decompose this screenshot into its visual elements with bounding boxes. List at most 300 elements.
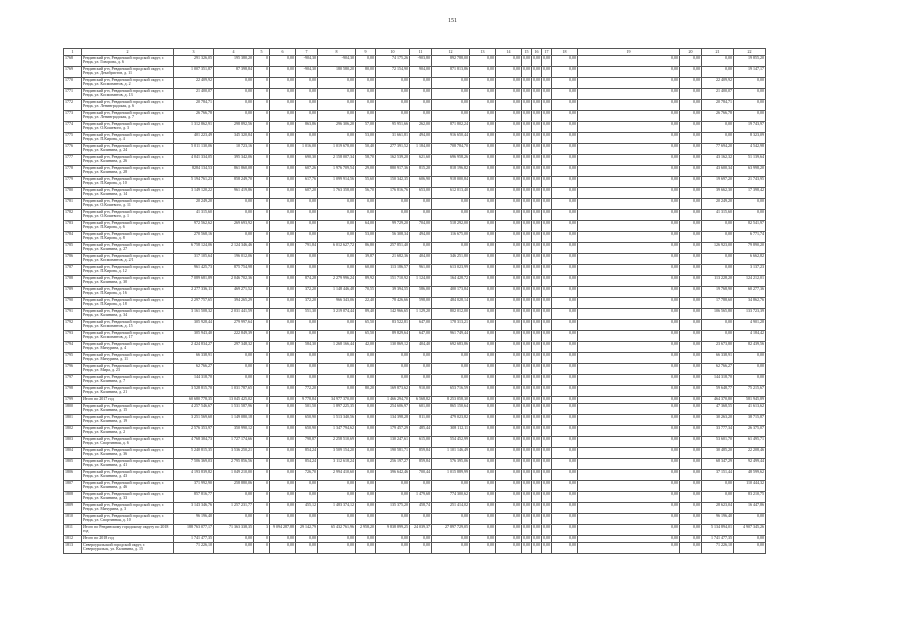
value-cell: 966 343,06 — [318, 298, 356, 309]
value-cell: 0,00 — [410, 199, 432, 210]
value-cell: 0,00 — [296, 254, 318, 265]
value-cell: 0,00 — [522, 144, 532, 155]
value-cell: 0,00 — [542, 309, 552, 320]
row-number-cell: 1803 — [64, 437, 82, 448]
value-cell: 0,00 — [496, 221, 522, 232]
value-cell: 0,00 — [318, 481, 356, 492]
value-cell: 144 318,70 — [702, 375, 734, 386]
value-cell: 0,00 — [496, 437, 522, 448]
value-cell: 1 019 678,00 — [318, 144, 356, 155]
table-row — [64, 514, 766, 525]
value-cell: 774 300,62 — [432, 492, 470, 503]
value-cell: 858 249,70 — [214, 177, 254, 188]
value-cell: 0,00 — [552, 210, 578, 221]
value-cell: 0,00 — [680, 111, 702, 122]
value-cell: 0,00 — [470, 177, 496, 188]
value-cell: 0,00 — [578, 276, 680, 287]
value-cell: 0,00 — [578, 459, 680, 470]
value-cell: 0,00 — [680, 254, 702, 265]
row-number-cell: 1799 — [64, 397, 82, 404]
value-cell: 0,00 — [376, 353, 410, 364]
value-cell: 17 788,60 — [702, 298, 734, 309]
value-cell: 0,00 — [410, 481, 432, 492]
value-cell: 0,00 — [270, 100, 296, 111]
value-cell: 0,00 — [470, 122, 496, 133]
value-cell: 0,00 — [432, 243, 470, 254]
value-cell: 0,00 — [532, 89, 542, 100]
value-cell: 1 312 862,91 — [174, 122, 214, 133]
table-row — [64, 481, 766, 492]
value-cell: 0 — [254, 276, 270, 287]
row-number-cell: 1808 — [64, 492, 82, 503]
value-cell: 0,00 — [296, 375, 318, 386]
address-cell: Североуральский городской округ, г. Североуральск, ул. Калинина, д. 15 — [82, 543, 174, 554]
value-cell: 0,00 — [470, 111, 496, 122]
value-cell: 0,00 — [270, 243, 296, 254]
value-cell: 0,00 — [470, 353, 496, 364]
value-cell: 59 648,77 — [702, 386, 734, 397]
value-cell: 0,00 — [734, 111, 766, 122]
value-cell: 961,00 — [410, 265, 432, 276]
value-cell: 815,20 — [410, 166, 432, 177]
value-cell: 0,00 — [270, 133, 296, 144]
value-cell: 0,00 — [376, 111, 410, 122]
value-cell: 0,00 — [532, 448, 542, 459]
value-cell: 2 279 996,24 — [318, 276, 356, 287]
value-cell: 0,00 — [578, 144, 680, 155]
value-cell: 0,00 — [356, 78, 376, 89]
value-cell: 68 347,29 — [702, 459, 734, 470]
address-cell: Ревдинский р-н, Ревдинский городской округ, г. Ревда, ул. О.Кошевого, д. 3 — [82, 122, 174, 133]
value-cell: 0,00 — [680, 276, 702, 287]
table-row — [64, 437, 766, 448]
value-cell: 0,00 — [578, 221, 680, 232]
address-cell: Ревдинский р-н, Ревдинский городской округ, г. Ревда, ул. П.Кирова, д. 18 — [82, 298, 174, 309]
row-number-cell: 1790 — [64, 298, 82, 309]
table-row — [64, 309, 766, 320]
value-cell: 0,00 — [496, 133, 522, 144]
value-cell: 0,00 — [552, 188, 578, 199]
value-cell: 0,00 — [496, 298, 522, 309]
table-row — [64, 386, 766, 397]
value-cell: 0,00 — [532, 309, 542, 320]
value-cell: 0,00 — [470, 265, 496, 276]
value-cell: 0,00 — [318, 100, 356, 111]
value-cell: 0,00 — [680, 221, 702, 232]
value-cell: 0,00 — [542, 448, 552, 459]
value-cell: 650,90 — [296, 415, 318, 426]
value-cell: 0,00 — [552, 342, 578, 353]
value-cell: 0,00 — [296, 353, 318, 364]
value-cell: 0,00 — [376, 89, 410, 100]
value-cell: 0,00 — [376, 492, 410, 503]
value-cell: 60 277,36 — [734, 287, 766, 298]
value-cell: 0,00 — [214, 364, 254, 375]
value-cell: 0,00 — [680, 481, 702, 492]
value-cell: 0,00 — [578, 437, 680, 448]
value-cell: 961 425,73 — [174, 265, 214, 276]
value-cell: 653,00 — [410, 188, 432, 199]
value-cell: 277 391,52 — [376, 144, 410, 155]
address-cell: Ревдинский р-н, Ревдинский городской округ, г. Ревда, ул. Калинина, д. 41 — [82, 459, 174, 470]
table-row — [64, 111, 766, 122]
value-cell: 0,00 — [522, 210, 532, 221]
value-cell: 0,00 — [578, 448, 680, 459]
value-cell: 1 466 294,70 — [376, 397, 410, 404]
value-cell: 4 901,28 — [734, 320, 766, 331]
value-cell: 4 907 345,26 — [734, 525, 766, 536]
value-cell: 0,00 — [522, 166, 532, 177]
value-cell: 0,00 — [532, 243, 542, 254]
value-cell: 190 581,71 — [376, 448, 410, 459]
value-cell: 0,00 — [496, 459, 522, 470]
header-row — [64, 49, 766, 56]
value-cell: 0,00 — [532, 364, 542, 375]
value-cell: 0,00 — [356, 536, 376, 543]
value-cell: 0,00 — [578, 481, 680, 492]
address-cell: Ревдинский р-н, Ревдинский городской округ, г. Ревда, ул. Калинина, д. 28 — [82, 166, 174, 177]
value-cell: 0,00 — [734, 375, 766, 386]
value-cell: 4 193 839,82 — [174, 470, 214, 481]
value-cell: 0 — [254, 437, 270, 448]
value-cell: 961 419,86 — [214, 188, 254, 199]
value-cell: 4 184,42 — [734, 331, 766, 342]
value-cell: 34 862,76 — [734, 298, 766, 309]
value-cell: 372,20 — [296, 287, 318, 298]
value-cell: 0,00 — [356, 210, 376, 221]
value-cell: 0,00 — [680, 100, 702, 111]
value-cell: 0,00 — [578, 404, 680, 415]
value-cell: 0,00 — [532, 177, 542, 188]
value-cell: 0,00 — [296, 78, 318, 89]
value-cell: 178 313,21 — [432, 320, 470, 331]
value-cell: 0,00 — [356, 89, 376, 100]
value-cell: 0,00 — [356, 100, 376, 111]
row-number-cell: 1772 — [64, 100, 82, 111]
value-cell: 26 766,78 — [174, 111, 214, 122]
value-cell: 0,00 — [522, 459, 532, 470]
header-cell: 14 — [496, 49, 522, 56]
table-row — [64, 320, 766, 331]
value-cell: 258 880,06 — [214, 481, 254, 492]
value-cell: 6 771,74 — [734, 232, 766, 243]
address-cell: Ревдинский р-н, Ревдинский городской округ, г. Ревда, ул. Ленинградская, д. 6 — [82, 100, 174, 111]
value-cell: 0,00 — [532, 514, 542, 525]
table-row — [64, 210, 766, 221]
value-cell: 0,00 — [410, 210, 432, 221]
value-cell: 0,00 — [680, 386, 702, 397]
table-row — [64, 543, 766, 554]
value-cell: 0 — [254, 331, 270, 342]
value-cell: 0,00 — [270, 111, 296, 122]
value-cell: 0,00 — [376, 199, 410, 210]
value-cell: 0,00 — [532, 525, 542, 536]
value-cell: 1 129,20 — [410, 309, 432, 320]
value-cell: 1 007 351,87 — [174, 67, 214, 78]
value-cell: 0,00 — [470, 309, 496, 320]
row-number-cell: 1786 — [64, 254, 82, 265]
value-cell: 0,00 — [522, 56, 532, 67]
value-cell: 0,00 — [680, 503, 702, 514]
value-cell: 0,00 — [522, 364, 532, 375]
value-cell: 0,00 — [496, 404, 522, 415]
value-cell: 0,00 — [522, 404, 532, 415]
value-cell: 19 743,97 — [734, 122, 766, 133]
value-cell: 0,00 — [270, 265, 296, 276]
value-cell: 0,00 — [318, 386, 356, 397]
value-cell: 0,00 — [532, 221, 542, 232]
value-cell: 0,00 — [356, 503, 376, 514]
table-row — [64, 89, 766, 100]
value-cell: 124 212,01 — [734, 276, 766, 287]
value-cell: 400 173,84 — [432, 287, 470, 298]
value-cell: 1 897 225,35 — [318, 404, 356, 415]
value-cell: 0,00 — [496, 232, 522, 243]
value-cell: 0,00 — [552, 320, 578, 331]
value-cell: -903,80 — [410, 56, 432, 67]
header-cell: 7 — [296, 49, 318, 56]
value-cell: 53,00 — [356, 133, 376, 144]
value-cell: 317 105,64 — [174, 254, 214, 265]
value-cell: 0,00 — [270, 397, 296, 404]
value-cell: 0,00 — [734, 210, 766, 221]
value-cell: 0,00 — [318, 221, 356, 232]
value-cell: 0,00 — [356, 56, 376, 67]
row-number-cell: 1793 — [64, 331, 82, 342]
value-cell: 0,00 — [318, 514, 356, 525]
header-cell: 9 — [356, 49, 376, 56]
value-cell: 0,00 — [680, 232, 702, 243]
row-number-cell: 1788 — [64, 276, 82, 287]
address-cell: Ревдинский р-н, Ревдинский городской округ, г. Ревда, ул. О.Кошевого, д. 11 — [82, 199, 174, 210]
value-cell: 0,00 — [734, 89, 766, 100]
value-cell: 0 — [254, 503, 270, 514]
value-cell: 0,00 — [578, 210, 680, 221]
value-cell: 0,00 — [578, 56, 680, 67]
value-cell: 0,00 — [522, 265, 532, 276]
value-cell: 0,00 — [552, 525, 578, 536]
value-cell: 43 600,34 — [702, 166, 734, 177]
value-cell: 0,00 — [496, 342, 522, 353]
value-cell: 0,00 — [702, 492, 734, 503]
value-cell: 586,00 — [410, 287, 432, 298]
value-cell: 0,00 — [702, 481, 734, 492]
value-cell: 0,00 — [532, 232, 542, 243]
value-cell: 0 — [254, 199, 270, 210]
value-cell: 22 208,46 — [734, 448, 766, 459]
value-cell: 0,00 — [542, 56, 552, 67]
value-cell: 305 928,44 — [174, 320, 214, 331]
value-cell: 0,00 — [214, 514, 254, 525]
value-cell: 0,00 — [296, 331, 318, 342]
value-cell: 24 039,37 — [410, 525, 432, 536]
value-cell: 63 998,20 — [734, 166, 766, 177]
value-cell: 0,00 — [542, 404, 552, 415]
value-cell: 0,00 — [522, 353, 532, 364]
table-row — [64, 448, 766, 459]
value-cell: 70,55 — [356, 287, 376, 298]
value-cell: 0,00 — [552, 177, 578, 188]
value-cell: 0 — [254, 122, 270, 133]
value-cell: 0,00 — [680, 470, 702, 481]
value-cell: 395 342,06 — [214, 155, 254, 166]
header-cell: 13 — [470, 49, 496, 56]
value-cell: 0,00 — [270, 492, 296, 503]
value-cell: 0,00 — [532, 276, 542, 287]
value-cell: 0,00 — [496, 177, 522, 188]
value-cell: 0,00 — [578, 78, 680, 89]
value-cell: 0,00 — [680, 492, 702, 503]
value-cell: 60,00 — [356, 265, 376, 276]
value-cell: 0,00 — [542, 364, 552, 375]
value-cell: 0,00 — [470, 415, 496, 426]
value-cell: 0,00 — [532, 397, 542, 404]
value-cell: 1 268 166,44 — [318, 342, 356, 353]
value-cell: 0,00 — [522, 309, 532, 320]
value-cell: 151 710,92 — [376, 276, 410, 287]
value-cell: 0,00 — [532, 298, 542, 309]
value-cell: 0,00 — [578, 342, 680, 353]
value-cell: 0,00 — [214, 199, 254, 210]
value-cell: 0,00 — [578, 375, 680, 386]
value-cell: 20 249,20 — [174, 199, 214, 210]
address-cell: Ревдинский р-н, Ревдинский городской округ, г. Ревда, ул. Калинина, д. 15 — [82, 404, 174, 415]
address-cell: Итого по 2017 год — [82, 397, 174, 404]
address-cell: Ревдинский р-н, Ревдинский городской округ, г. Ревда, ул. Космонавтов, д. 17 — [82, 331, 174, 342]
value-cell: 50,40 — [356, 144, 376, 155]
value-cell: 0,00 — [552, 543, 578, 554]
value-cell: 0,00 — [578, 298, 680, 309]
value-cell: 0,00 — [496, 320, 522, 331]
value-cell: 53,00 — [356, 232, 376, 243]
value-cell: 0,00 — [680, 536, 702, 543]
value-cell: 0,00 — [532, 353, 542, 364]
value-cell: 0,00 — [496, 166, 522, 177]
address-cell: Ревдинский р-н, Ревдинский городской округ, г. Ревда, ул. Космонавтов, д. 2/1 — [82, 254, 174, 265]
value-cell: 0,00 — [470, 426, 496, 437]
value-cell: 0,00 — [522, 111, 532, 122]
value-cell: 298 892,56 — [214, 122, 254, 133]
value-cell: 0,00 — [214, 210, 254, 221]
address-cell: Ревдинский р-н, Ревдинский городской округ, г. Ревда, ул. Ленинградская, д. 7 — [82, 111, 174, 122]
value-cell: 0,00 — [496, 287, 522, 298]
value-cell: 0,00 — [410, 100, 432, 111]
value-cell: 0,00 — [270, 210, 296, 221]
value-cell: 802 012,00 — [432, 309, 470, 320]
value-cell: 875 754,98 — [214, 265, 254, 276]
value-cell: 0,00 — [376, 210, 410, 221]
address-cell: Ревдинский р-н, Ревдинский городской округ, г. Ревда, ул. Калинина, д. 7 — [82, 375, 174, 386]
value-cell: 0,00 — [542, 67, 552, 78]
value-cell: 0,00 — [296, 364, 318, 375]
value-cell: 1 124,00 — [410, 276, 432, 287]
address-cell: Ревдинский р-н, Ревдинский городской округ, г. Ревда, ул. П.Кирова, д. 4 — [82, 133, 174, 144]
address-cell: Ревдинский р-н, Ревдинский городской округ, г. Ревда, ул. Калинина, д. 34 — [82, 309, 174, 320]
value-cell: 0,00 — [318, 89, 356, 100]
value-cell: 0,00 — [532, 265, 542, 276]
value-cell: 308 112,11 — [432, 426, 470, 437]
value-cell: 0,00 — [432, 89, 470, 100]
value-cell: 66 338,91 — [174, 353, 214, 364]
value-cell: 854,24 — [296, 448, 318, 459]
value-cell: 0,00 — [542, 111, 552, 122]
value-cell: 20 784,71 — [174, 100, 214, 111]
value-cell: 0,00 — [542, 353, 552, 364]
value-cell: 0,00 — [522, 100, 532, 111]
value-cell: 0,00 — [496, 426, 522, 437]
value-cell: 0,00 — [470, 221, 496, 232]
value-cell: 0,00 — [496, 67, 522, 78]
value-cell: 0,00 — [270, 254, 296, 265]
value-cell: 3 161 508,32 — [174, 309, 214, 320]
row-number-cell: 1800 — [64, 404, 82, 415]
value-cell: 48 599,62 — [734, 470, 766, 481]
value-cell: 0,00 — [296, 199, 318, 210]
value-cell: 22 409,92 — [702, 78, 734, 89]
value-cell: 0,00 — [552, 536, 578, 543]
value-cell: 176 816,76 — [376, 188, 410, 199]
address-cell: Ревдинский р-н, Ревдинский городской округ, г. Ревда, ул. О.Кошевого, д. 1 — [82, 210, 174, 221]
value-cell: 75 215,67 — [734, 386, 766, 397]
value-cell: 42,00 — [356, 342, 376, 353]
value-cell: 0,00 — [542, 525, 552, 536]
value-cell: 78 426,66 — [376, 298, 410, 309]
value-cell: 2 994 410,60 — [318, 470, 356, 481]
value-cell: 0,00 — [552, 100, 578, 111]
value-cell: 612 013,40 — [432, 188, 470, 199]
value-cell: 0,00 — [542, 386, 552, 397]
value-cell: 0,00 — [296, 133, 318, 144]
value-cell: 0,00 — [522, 243, 532, 254]
value-cell: 0,00 — [522, 188, 532, 199]
value-cell: 0,00 — [470, 133, 496, 144]
value-cell: 818 196,82 — [432, 166, 470, 177]
value-cell: 0,00 — [522, 514, 532, 525]
row-number-cell: 1789 — [64, 287, 82, 298]
value-cell: 700,44 — [410, 470, 432, 481]
value-cell: 0 — [254, 386, 270, 397]
value-cell: 0,00 — [470, 78, 496, 89]
value-cell: 0,00 — [542, 481, 552, 492]
address-cell: Ревдинский р-н, Ревдинский городской округ, г. Ревда, ул. П.Кирова, д. 6 — [82, 221, 174, 232]
value-cell: 0,00 — [470, 437, 496, 448]
value-cell: 2 158 007,34 — [318, 155, 356, 166]
value-cell: 41 315,60 — [174, 210, 214, 221]
row-number-cell: 1774 — [64, 122, 82, 133]
value-cell: 0,00 — [680, 375, 702, 386]
value-cell: 3 143 346,76 — [174, 503, 214, 514]
value-cell: 0,00 — [702, 122, 734, 133]
value-cell: 0,00 — [532, 133, 542, 144]
value-cell: 0,00 — [496, 56, 522, 67]
table-row — [64, 503, 766, 514]
value-cell: 1 149 080,18 — [214, 415, 254, 426]
value-cell: 0,00 — [214, 492, 254, 503]
value-cell: 0,00 — [318, 364, 356, 375]
row-number-cell: 1804 — [64, 448, 82, 459]
value-cell: 1 741 477,35 — [174, 536, 214, 543]
address-cell: Ревдинский р-н, Ревдинский городской округ, г. Ревда, ул. Калинина, д. 19 — [82, 415, 174, 426]
value-cell: 772,20 — [296, 386, 318, 397]
value-cell: 9 838 899,25 — [376, 525, 410, 536]
value-cell: 96 196,40 — [174, 514, 214, 525]
value-cell: 0,00 — [522, 397, 532, 404]
value-cell: 0 — [254, 144, 270, 155]
value-cell: 0,00 — [522, 133, 532, 144]
value-cell: 0,00 — [410, 111, 432, 122]
value-cell: 92 499,44 — [734, 459, 766, 470]
value-cell: 83 522,81 — [376, 320, 410, 331]
